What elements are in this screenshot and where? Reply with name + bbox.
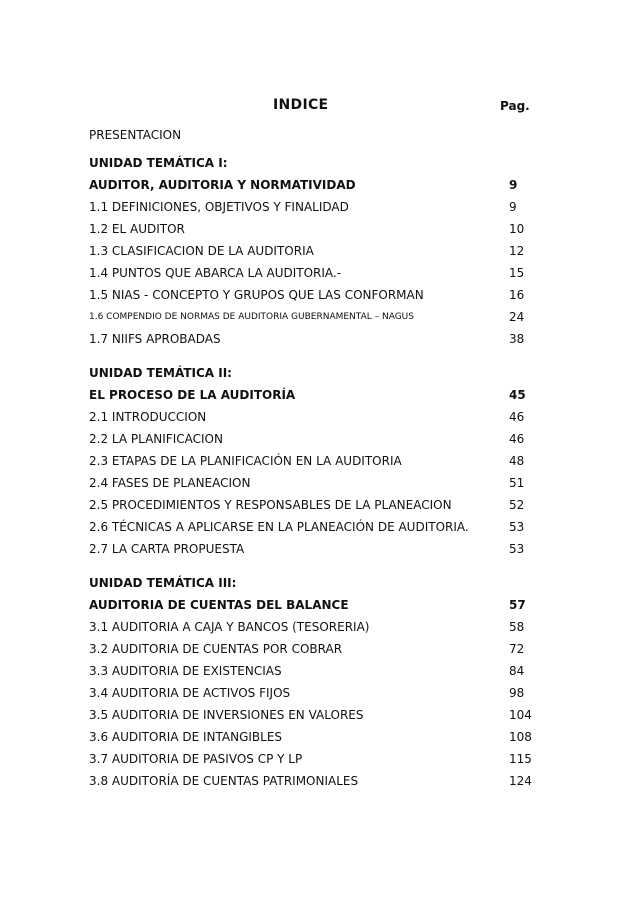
entry-text: 2.5 PROCEDIMIENTOS Y RESPONSABLES DE LA PLANEACION bbox=[89, 498, 452, 512]
entry-page: 15 bbox=[509, 266, 525, 280]
toc-entry[interactable] bbox=[89, 262, 529, 284]
unit3-title-entry[interactable] bbox=[89, 594, 529, 616]
toc-entry[interactable] bbox=[89, 196, 529, 218]
entry-text: AUDITOR, AUDITORIA Y NORMATIVIDAD bbox=[89, 178, 356, 192]
entry-page: 52 bbox=[509, 498, 525, 512]
unit3-heading: UNIDAD TEMÁTICA III: bbox=[89, 576, 237, 590]
toc-entry[interactable] bbox=[89, 748, 532, 770]
entry-text: 2.4 FASES DE PLANEACION bbox=[89, 476, 251, 490]
toc-entry[interactable] bbox=[89, 218, 529, 240]
toc-entry[interactable] bbox=[89, 306, 529, 328]
toc-entry[interactable] bbox=[89, 450, 529, 472]
entry-text: 3.7 AUDITORIA DE PASIVOS CP Y LP bbox=[89, 752, 303, 766]
unit1-title-entry[interactable] bbox=[89, 174, 529, 196]
toc-entry[interactable] bbox=[89, 494, 529, 516]
toc-entry[interactable] bbox=[89, 406, 529, 428]
index-title: INDICE bbox=[273, 97, 329, 113]
entry-text: 1.5 NIAS - CONCEPTO Y GRUPOS QUE LAS CONFORMAN bbox=[89, 288, 424, 302]
entry-page: 53 bbox=[509, 542, 525, 556]
entry-page: 9 bbox=[509, 178, 518, 192]
toc-entry[interactable] bbox=[89, 638, 529, 660]
toc-entry[interactable] bbox=[89, 726, 532, 748]
entry-page: 46 bbox=[509, 410, 525, 424]
entry-page: 24 bbox=[509, 310, 525, 324]
entry-page: 38 bbox=[509, 332, 525, 346]
toc-entry[interactable] bbox=[89, 240, 529, 262]
presentation-entry[interactable] bbox=[89, 124, 529, 146]
entry-text: AUDITORIA DE CUENTAS DEL BALANCE bbox=[89, 598, 349, 612]
entry-text: PRESENTACION bbox=[89, 128, 182, 142]
entry-text: 3.1 AUDITORIA A CAJA Y BANCOS (TESORERIA) bbox=[89, 620, 370, 634]
entry-text: 3.4 AUDITORIA DE ACTIVOS FIJOS bbox=[89, 686, 291, 700]
unit2-title-entry[interactable] bbox=[89, 384, 529, 406]
entry-text: 3.5 AUDITORIA DE INVERSIONES EN VALORES bbox=[89, 708, 364, 722]
page-column-label: Pag. bbox=[500, 99, 530, 113]
entry-page: 12 bbox=[509, 244, 525, 258]
entry-page: 46 bbox=[509, 432, 525, 446]
entry-text: 2.3 ETAPAS DE LA PLANIFICACIÓN EN LA AUDITORIA bbox=[89, 454, 402, 468]
entry-text: 2.1 INTRODUCCION bbox=[89, 410, 207, 424]
entry-text: 2.6 TÉCNICAS A APLICARSE EN LA PLANEACIÓN DE AUDITORIA. bbox=[89, 520, 469, 534]
toc-entry[interactable] bbox=[89, 328, 529, 350]
entry-text: 1.4 PUNTOS QUE ABARCA LA AUDITORIA.- bbox=[89, 266, 342, 280]
toc-entry[interactable] bbox=[89, 516, 529, 538]
entry-text: 1.1 DEFINICIONES, OBJETIVOS Y FINALIDAD bbox=[89, 200, 349, 214]
entry-page: 72 bbox=[509, 642, 525, 656]
entry-page: 57 bbox=[509, 598, 526, 612]
toc-entry[interactable] bbox=[89, 660, 529, 682]
entry-text: 3.8 AUDITORÍA DE CUENTAS PATRIMONIALES bbox=[89, 774, 359, 788]
toc-entry[interactable] bbox=[89, 284, 529, 306]
index-entries bbox=[89, 124, 532, 792]
unit2-heading: UNIDAD TEMÁTICA II: bbox=[89, 366, 232, 380]
entry-page: 51 bbox=[509, 476, 525, 490]
entry-page: 124 bbox=[509, 774, 532, 788]
toc-entry[interactable] bbox=[89, 538, 529, 560]
entry-text: 2.7 LA CARTA PROPUESTA bbox=[89, 542, 245, 556]
entry-page: 48 bbox=[509, 454, 525, 468]
entry-text: EL PROCESO DE LA AUDITORÍA bbox=[89, 388, 296, 402]
entry-page: 16 bbox=[509, 288, 525, 302]
entry-text: 3.2 AUDITORIA DE CUENTAS POR COBRAR bbox=[89, 642, 343, 656]
entry-text: 1.3 CLASIFICACION DE LA AUDITORIA bbox=[89, 244, 314, 258]
entry-page: 45 bbox=[509, 388, 526, 402]
entry-page: 58 bbox=[509, 620, 525, 634]
entry-text: 1.2 EL AUDITOR bbox=[89, 222, 185, 236]
entry-page: 104 bbox=[509, 708, 532, 722]
entry-page: 53 bbox=[509, 520, 525, 534]
entry-text: 1.6 COMPENDIO DE NORMAS DE AUDITORIA GUBERNAMENTAL – NAGUS bbox=[89, 312, 414, 322]
toc-entry[interactable] bbox=[89, 770, 532, 792]
entry-page: 115 bbox=[509, 752, 532, 766]
entry-page: 10 bbox=[509, 222, 525, 236]
toc-entry[interactable] bbox=[89, 428, 529, 450]
toc-entry[interactable] bbox=[89, 682, 529, 704]
entry-text: 3.3 AUDITORIA DE EXISTENCIAS bbox=[89, 664, 282, 678]
unit1-heading: UNIDAD TEMÁTICA I: bbox=[89, 156, 228, 170]
entry-text: 1.7 NIIFS APROBADAS bbox=[89, 332, 221, 346]
entry-page: 9 bbox=[509, 200, 517, 214]
entry-page: 108 bbox=[509, 730, 532, 744]
entry-text: 3.6 AUDITORIA DE INTANGIBLES bbox=[89, 730, 283, 744]
toc-entry[interactable] bbox=[89, 704, 532, 726]
entry-text: 2.2 LA PLANIFICACION bbox=[89, 432, 223, 446]
entry-page: 98 bbox=[509, 686, 525, 700]
toc-entry[interactable] bbox=[89, 472, 529, 494]
entry-page: 84 bbox=[509, 664, 525, 678]
toc-entry[interactable] bbox=[89, 616, 529, 638]
